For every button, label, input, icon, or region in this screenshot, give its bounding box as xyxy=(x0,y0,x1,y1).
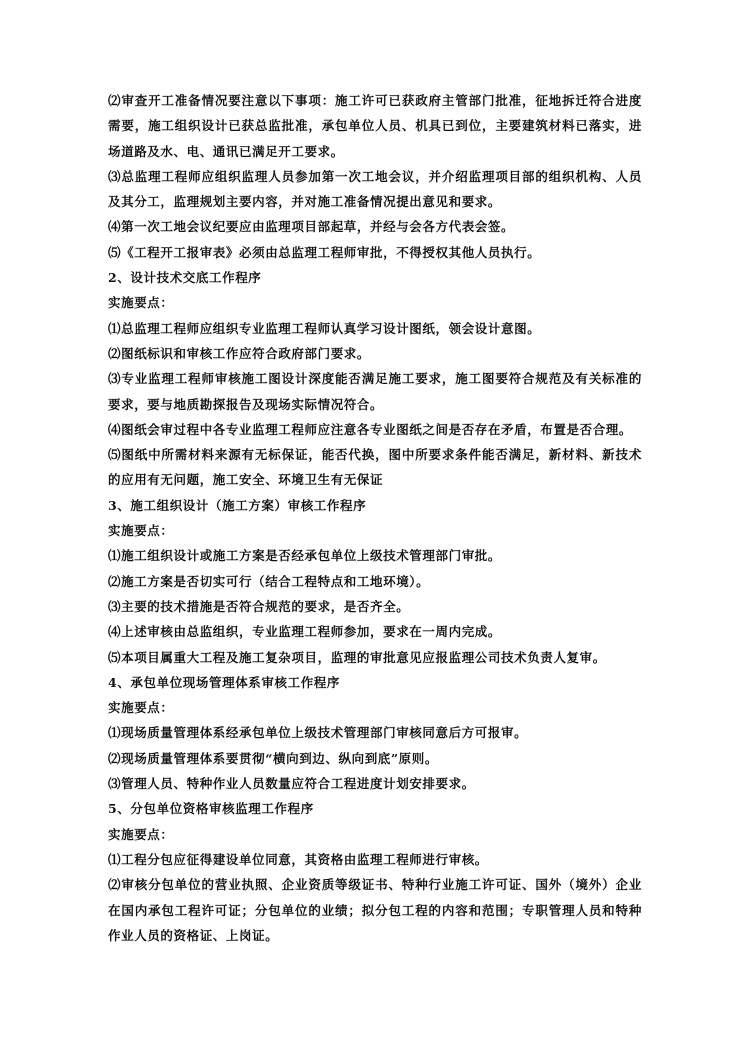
paragraph: ⑸本项目属重大工程及施工复杂项目，监理的审批意见应报监理公司技术负责人复审。 xyxy=(108,649,606,665)
paragraph: ⑸《工程开工报审表》必须由总监理工程师审批，不得授权其他人员执行。 xyxy=(108,244,541,260)
paragraph: ⑷上述审核由总监组织，专业监理工程师参加，要求在一周内完成。 xyxy=(108,624,502,640)
subheading: 实施要点： xyxy=(108,700,174,716)
document-body xyxy=(108,88,642,948)
section-heading: 4、承包单位现场管理体系审核工作程序 xyxy=(108,674,340,690)
paragraph: ⑶总监理工程师应组织监理人员参加第一次工地会议，并介绍监理项目部的组织机构、人员及其分工，监理规划主要内容，并对施工准备情况提出意见和要求。 xyxy=(108,168,642,210)
paragraph: ⑵审查开工准备情况要注意以下事项：施工许可已获政府主管部门批准，征地拆迁符合进度需要，施工组织设计已获总监批准，承包单位人员、机具已到位，主要建筑材料已落实，进场道路及水、电、通讯已满足开工要求。 xyxy=(108,93,642,159)
subheading: 实施要点： xyxy=(108,295,174,311)
paragraph: ⑵图纸标识和审核工作应符合政府部门要求。 xyxy=(108,345,371,361)
subheading: 实施要点： xyxy=(108,826,174,842)
section-heading: 5、分包单位资格审核监理工作程序 xyxy=(108,801,314,817)
paragraph: ⑵审核分包单位的营业执照、企业资质等级证书、特种行业施工许可证、国外（境外）企业在国内承包工程许可证；分包单位的业绩；拟分包工程的内容和范围；专职管理人员和特种作业人员的资格证、上岗证。 xyxy=(108,877,642,943)
paragraph: ⑴现场质量管理体系经承包单位上级技术管理部门审核同意后方可报审。 xyxy=(108,725,528,741)
paragraph: ⑶管理人员、特种作业人员数量应符合工程进度计划安排要求。 xyxy=(108,776,475,792)
paragraph: ⑵施工方案是否切实可行（结合工程特点和工地环境）。 xyxy=(108,573,430,589)
paragraph: ⑸图纸中所需材料来源有无标保证，能否代换，图中所要求条件能否满足，新材料、新技术的应用有无问题，施工安全、环境卫生有无保证 xyxy=(108,447,642,488)
paragraph: ⑴工程分包应征得建设单位同意，其资格由监理工程师进行审核。 xyxy=(108,851,488,867)
paragraph: ⑴施工组织设计或施工方案是否经承包单位上级技术管理部门审批。 xyxy=(108,548,502,564)
paragraph: ⑶主要的技术措施是否符合规范的要求，是否齐全。 xyxy=(108,598,410,614)
paragraph: ⑴总监理工程师应组织专业监理工程师认真学习设计图纸，领会设计意图。 xyxy=(108,320,541,336)
paragraph: ⑶专业监理工程师审核施工图设计深度能否满足施工要求，施工图要符合规范及有关标准的要求，要与地质勘探报告及现场实际情况符合。 xyxy=(108,371,642,412)
section-heading: 2、设计技术交底工作程序 xyxy=(108,270,262,286)
paragraph: ⑷图纸会审过程中各专业监理工程师应注意各专业图纸之间是否存在矛盾，布置是否合理。 xyxy=(108,421,633,437)
subheading: 实施要点： xyxy=(108,523,174,539)
paragraph: ⑵现场质量管理体系要贯彻“横向到边、纵向到底”原则。 xyxy=(108,750,438,766)
section-heading: 3、施工组织设计（施工方案）审核工作程序 xyxy=(108,497,367,513)
paragraph: ⑷第一次工地会议纪要应由监理项目部起草，并经与会各方代表会签。 xyxy=(108,219,515,235)
